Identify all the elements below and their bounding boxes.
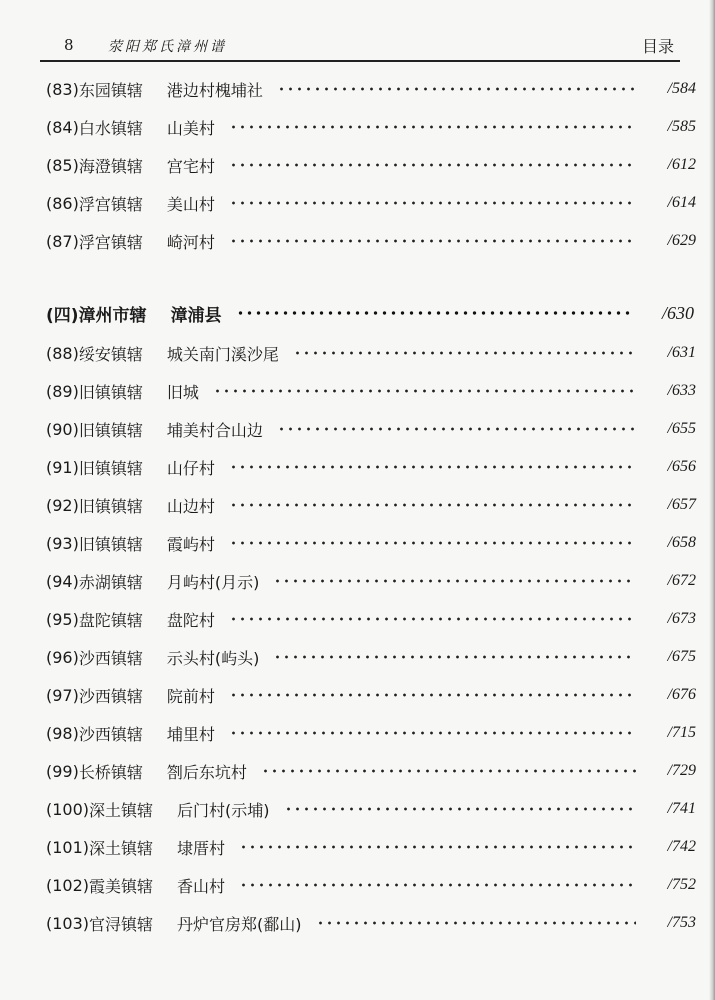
dot-leader: [293, 351, 636, 355]
entry-place: 埔里村: [166, 724, 215, 744]
entry-number: (102): [46, 875, 90, 895]
entry-place: 港边村槐埔社: [166, 80, 263, 100]
toc-entry: [46, 112, 696, 142]
toc-entry: [46, 756, 696, 786]
entry-number: (94): [46, 571, 79, 591]
entry-page: /633: [667, 382, 696, 399]
dot-leader: [261, 769, 636, 773]
dot-leader: [229, 163, 636, 167]
entry-place: 劄后东坑村: [166, 762, 247, 782]
entry-place: 城关南门溪沙尾: [166, 344, 279, 364]
entry-town: 白水镇辖: [78, 118, 143, 138]
entry-town: 沙西镇辖: [78, 648, 143, 668]
section-heading: [46, 296, 694, 330]
entry-page: /631: [667, 344, 696, 361]
dot-leader: [277, 87, 636, 91]
toc-entry: [46, 150, 696, 180]
page-edge-shadow: [709, 0, 715, 1000]
toc-entry: [46, 680, 696, 710]
entry-town: 长桥镇辖: [78, 762, 143, 782]
dot-leader: [239, 845, 636, 849]
entry-town: 深土镇辖: [89, 838, 154, 858]
entry-number: (103): [46, 913, 90, 933]
entry-number: (86): [46, 193, 79, 213]
toc-entry: [46, 338, 696, 368]
entry-number: (95): [46, 609, 79, 629]
dot-leader: [316, 921, 636, 925]
entry-page: /673: [667, 610, 696, 627]
entry-town: 旧镇镇辖: [78, 420, 143, 440]
entry-number: (101): [46, 837, 90, 857]
entry-place: 旧城: [166, 382, 199, 402]
entry-town: 霞美镇辖: [89, 876, 154, 896]
dot-leader: [229, 617, 636, 621]
toc-entry: [46, 74, 696, 104]
entry-number: (83): [46, 79, 79, 99]
toc-entry: [46, 226, 696, 256]
entry-number: (99): [46, 761, 79, 781]
book-title: 荥阳郑氏漳州谱: [108, 39, 227, 55]
entry-page: /585: [667, 118, 696, 135]
entry-number: (96): [46, 647, 79, 667]
section-county: 漳浦县: [170, 305, 222, 326]
toc-entry: [46, 188, 696, 218]
entry-page: /656: [667, 458, 696, 475]
dot-leader: [229, 693, 636, 697]
entry-town: 海澄镇辖: [78, 156, 143, 176]
entry-town: 沙西镇辖: [78, 724, 143, 744]
entry-number: (97): [46, 685, 79, 705]
entry-town: 旧镇镇辖: [78, 496, 143, 516]
entry-page: /614: [667, 194, 696, 211]
entry-page: /584: [667, 80, 696, 97]
entry-place: 月屿村(月示): [166, 572, 260, 592]
toc-entry: [46, 490, 696, 520]
entry-town: 旧镇镇辖: [78, 534, 143, 554]
toc-entry: [46, 908, 696, 938]
toc-entry: [46, 642, 696, 672]
entry-page: /742: [667, 838, 696, 855]
entry-town: 沙西镇辖: [78, 686, 143, 706]
dot-leader: [273, 579, 636, 583]
entry-place: 美山村: [166, 194, 215, 214]
toc-entry: [46, 870, 696, 900]
dot-leader: [229, 731, 636, 735]
entry-page: /672: [667, 572, 696, 589]
toc-entry: [46, 452, 696, 482]
section-page: /630: [661, 302, 694, 323]
entry-number: (89): [46, 381, 79, 401]
entry-place: 香山村: [177, 876, 226, 896]
entry-page: /715: [667, 724, 696, 741]
entry-town: 东园镇辖: [78, 80, 143, 100]
entry-page: /729: [667, 762, 696, 779]
dot-leader: [229, 465, 636, 469]
entry-town: 旧镇镇辖: [78, 458, 143, 478]
entry-place: 盘陀村: [166, 610, 215, 630]
section-title: (四)漳州市辖: [46, 305, 147, 326]
entry-place: 示头村(屿头): [166, 648, 260, 668]
dot-leader: [277, 427, 636, 431]
entry-town: 浮宫镇辖: [78, 194, 143, 214]
entry-town: 浮宫镇辖: [78, 232, 143, 252]
dot-leader: [213, 389, 636, 393]
entry-town: 赤湖镇辖: [78, 572, 143, 592]
entry-place: 霞屿村: [166, 534, 215, 554]
entry-town: 官浔镇辖: [89, 914, 154, 934]
section-label: 目录: [641, 37, 674, 56]
toc-entry: [46, 604, 696, 634]
entry-page: /752: [667, 876, 696, 893]
running-header: [40, 30, 680, 62]
dot-leader: [229, 541, 636, 545]
toc-entry: [46, 528, 696, 558]
entry-place: 山美村: [166, 118, 215, 138]
page-number: 8: [64, 36, 74, 54]
entry-town: 深土镇辖: [89, 800, 154, 820]
entry-place: 山仔村: [166, 458, 215, 478]
entry-town: 旧镇镇辖: [78, 382, 143, 402]
entry-page: /657: [667, 496, 696, 513]
entry-town: 盘陀镇辖: [78, 610, 143, 630]
dot-leader: [284, 807, 636, 811]
toc-entry: [46, 832, 696, 862]
entry-page: /741: [667, 800, 696, 817]
entry-number: (88): [46, 343, 79, 363]
entry-page: /675: [667, 648, 696, 665]
entry-number: (90): [46, 419, 79, 439]
entry-place: 丹炉官房郑(鄱山): [177, 914, 302, 934]
dot-leader: [229, 201, 636, 205]
entry-page: /753: [667, 914, 696, 931]
toc-entry: [46, 376, 696, 406]
entry-town: 绥安镇辖: [78, 344, 143, 364]
dot-leader: [239, 883, 636, 887]
entry-place: 后门村(示埔): [177, 800, 270, 820]
entry-page: /676: [667, 686, 696, 703]
toc-entry: [46, 414, 696, 444]
entry-place: 宫宅村: [166, 156, 215, 176]
dot-leader: [229, 239, 636, 243]
entry-place: 崎河村: [166, 232, 215, 252]
dot-leader: [273, 655, 636, 659]
toc-entry: [46, 566, 696, 596]
dot-leader: [236, 311, 630, 315]
entry-place: 埭厝村: [177, 838, 226, 858]
entry-page: /612: [667, 156, 696, 173]
toc-entry: [46, 794, 696, 824]
entry-number: (85): [46, 155, 79, 175]
dot-leader: [229, 125, 636, 129]
entry-number: (93): [46, 533, 79, 553]
entry-number: (100): [46, 799, 90, 819]
entry-place: 埔美村合山边: [166, 420, 263, 440]
dot-leader: [229, 503, 636, 507]
entry-place: 院前村: [166, 686, 215, 706]
entry-number: (98): [46, 723, 79, 743]
entry-page: /655: [667, 420, 696, 437]
entry-number: (84): [46, 117, 79, 137]
toc-entry: [46, 718, 696, 748]
entry-place: 山边村: [166, 496, 215, 516]
entry-page: /629: [667, 232, 696, 249]
entry-page: /658: [667, 534, 696, 551]
entry-number: (92): [46, 495, 79, 515]
entry-number: (91): [46, 457, 79, 477]
entry-number: (87): [46, 231, 79, 251]
